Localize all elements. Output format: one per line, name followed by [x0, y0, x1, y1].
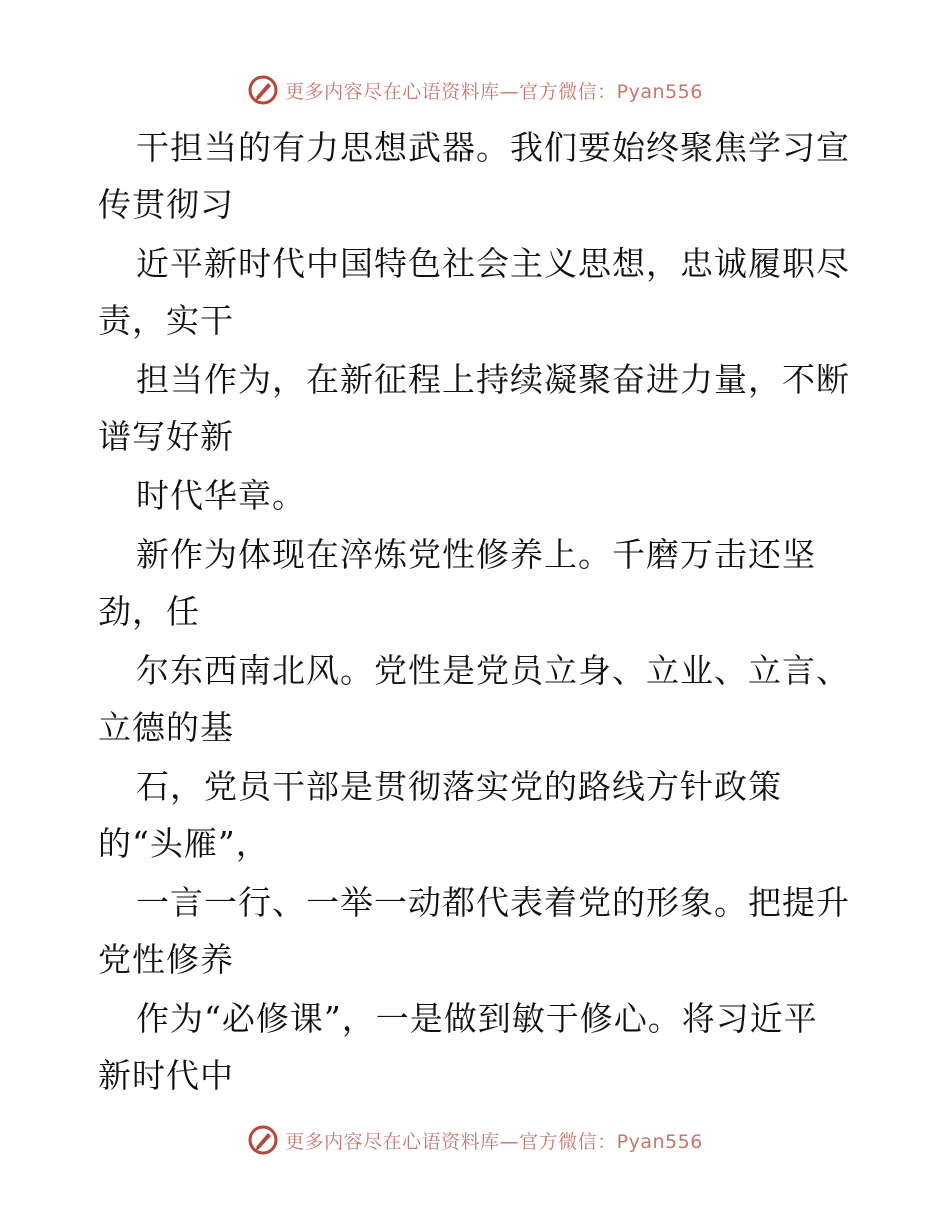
- text-line: 责，实干: [98, 301, 234, 340]
- text-line: 的“头雁”，: [98, 824, 270, 863]
- text-line: 一言一行、一举一动都代表着党的形象。把提升: [136, 883, 850, 922]
- text-line: 传贯彻习: [98, 185, 234, 224]
- banner-sub-text: 官方微信：Pyan556: [519, 80, 703, 103]
- banner-dash: —: [499, 80, 520, 103]
- text-line: 劲，任: [98, 592, 200, 631]
- header-banner: [0, 70, 950, 110]
- banner-sub-text: 官方微信：Pyan556: [519, 1130, 703, 1153]
- text-line: 作为“必修课”，一是做到敏于修心。将习近平: [136, 999, 818, 1038]
- banner-text: [285, 1127, 703, 1154]
- text-line: 尔东西南北风。党性是党员立身、立业、立言、: [136, 651, 850, 690]
- text-line: 新作为体现在淬炼党性修养上。千磨万击还坚: [136, 535, 816, 574]
- text-line: 新时代中: [98, 1056, 234, 1095]
- brand-logo-icon: [247, 1124, 279, 1156]
- text-line: 石，党员干部是贯彻落实党的路线方针政策: [136, 767, 782, 806]
- text-line: 时代华章。: [136, 476, 306, 515]
- brand-logo-icon: [247, 74, 279, 106]
- banner-dash: —: [499, 1130, 520, 1153]
- text-line: 党性修养: [98, 940, 234, 979]
- text-line: 谱写好新: [98, 417, 234, 456]
- text-line: 干担当的有力思想武器。我们要始终聚焦学习宣: [136, 128, 850, 167]
- banner-text: [285, 77, 703, 104]
- banner-main-text: 更多内容尽在心语资料库: [285, 1130, 500, 1153]
- text-line: 立德的基: [98, 708, 234, 747]
- text-line: 担当作为，在新征程上持续凝聚奋进力量，不断: [136, 360, 850, 399]
- text-line: 近平新时代中国特色社会主义思想，忠诚履职尽: [136, 244, 850, 283]
- banner-main-text: 更多内容尽在心语资料库: [285, 80, 500, 103]
- footer-banner: [0, 1120, 950, 1160]
